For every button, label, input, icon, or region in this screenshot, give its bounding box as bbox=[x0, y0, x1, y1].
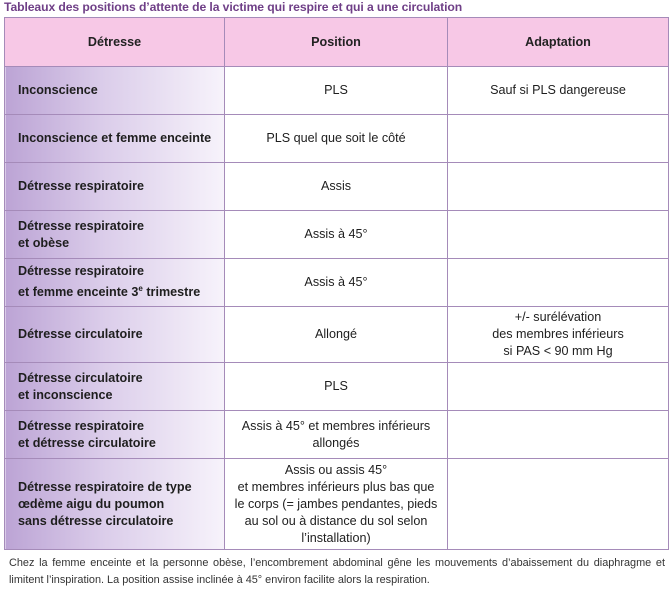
detresse-line: sans détresse circulatoire bbox=[18, 513, 174, 528]
position-line: et membres inférieurs plus bas que bbox=[237, 479, 435, 494]
position-line: au sol ou à distance du sol selon bbox=[244, 513, 428, 528]
position-line: l’installation) bbox=[301, 530, 371, 545]
adaptation-cell bbox=[448, 459, 669, 550]
detresse-cell bbox=[5, 363, 225, 411]
position-line: Assis ou assis 45° bbox=[284, 462, 388, 477]
header-detresse: Détresse bbox=[5, 18, 225, 67]
position-cell: Assis à 45° bbox=[225, 259, 448, 307]
table-row bbox=[5, 163, 669, 211]
detresse-line: Détresse circulatoire bbox=[18, 370, 143, 385]
position-cell bbox=[225, 459, 448, 550]
positions-table bbox=[4, 17, 669, 550]
table-row bbox=[5, 307, 669, 363]
detresse-line: et inconscience bbox=[18, 387, 113, 402]
header-adaptation: Adaptation bbox=[448, 18, 669, 67]
position-cell bbox=[225, 411, 448, 459]
footnote: Chez la femme enceinte et la personne obèse, l’encombrement abdominal gêne les mouvements d’abaissement du diaphragme et limitent l’inspiration. La position assise inclinée à 45° environ facilite alors la respiration. bbox=[9, 557, 665, 586]
detresse-cell bbox=[5, 211, 225, 259]
header-row bbox=[5, 18, 669, 67]
position-cell: Assis bbox=[225, 163, 448, 211]
detresse-line: et femme enceinte 3 bbox=[18, 285, 139, 300]
position-line: le corps (= jambes pendantes, pieds bbox=[234, 496, 438, 511]
detresse-cell: Inconscience et femme enceinte bbox=[5, 115, 225, 163]
table-caption: Tableaux des positions d’attente de la victime qui respire et qui a une circulation bbox=[4, 0, 463, 14]
detresse-line: et obèse bbox=[18, 235, 70, 250]
detresse-line: Détresse respiratoire bbox=[18, 264, 145, 279]
detresse-cell: Détresse circulatoire bbox=[5, 307, 225, 363]
detresse-line: Détresse respiratoire bbox=[18, 418, 145, 433]
table-row bbox=[5, 411, 669, 459]
position-line: Assis à 45° et membres inférieurs bbox=[241, 418, 431, 433]
adaptation-cell bbox=[448, 211, 669, 259]
superscript-e: e bbox=[138, 284, 143, 294]
position-cell: PLS bbox=[225, 363, 448, 411]
table-row bbox=[5, 67, 669, 115]
detresse-cell: Inconscience bbox=[5, 67, 225, 115]
detresse-line: et détresse circulatoire bbox=[18, 435, 156, 450]
table-row bbox=[5, 459, 669, 550]
position-cell: PLS bbox=[225, 67, 448, 115]
detresse-line: Détresse respiratoire de type bbox=[18, 479, 192, 494]
position-cell: Allongé bbox=[225, 307, 448, 363]
adaptation-cell bbox=[448, 163, 669, 211]
adaptation-cell bbox=[448, 115, 669, 163]
adaptation-line: si PAS < 90 mm Hg bbox=[503, 344, 613, 358]
detresse-cell bbox=[5, 459, 225, 550]
adaptation-cell bbox=[448, 363, 669, 411]
position-cell: PLS quel que soit le côté bbox=[225, 115, 448, 163]
table-row bbox=[5, 363, 669, 411]
detresse-line: œdème aigu du poumon bbox=[18, 496, 165, 511]
table-row bbox=[5, 211, 669, 259]
adaptation-cell bbox=[448, 411, 669, 459]
detresse-cell: Détresse respiratoire bbox=[5, 163, 225, 211]
adaptation-line: +/- surélévation bbox=[514, 310, 602, 324]
position-cell: Assis à 45° bbox=[225, 211, 448, 259]
position-line: allongés bbox=[312, 435, 360, 450]
detresse-line: Détresse respiratoire bbox=[18, 218, 145, 233]
table-row bbox=[5, 115, 669, 163]
adaptation-cell bbox=[448, 259, 669, 307]
detresse-line: trimestre bbox=[142, 285, 201, 300]
adaptation-cell: Sauf si PLS dangereuse bbox=[448, 67, 669, 115]
table-row bbox=[5, 259, 669, 307]
header-position: Position bbox=[225, 18, 448, 67]
detresse-cell bbox=[5, 411, 225, 459]
adaptation-cell bbox=[448, 307, 669, 363]
adaptation-line: des membres inférieurs bbox=[492, 327, 624, 341]
detresse-cell bbox=[5, 259, 225, 307]
